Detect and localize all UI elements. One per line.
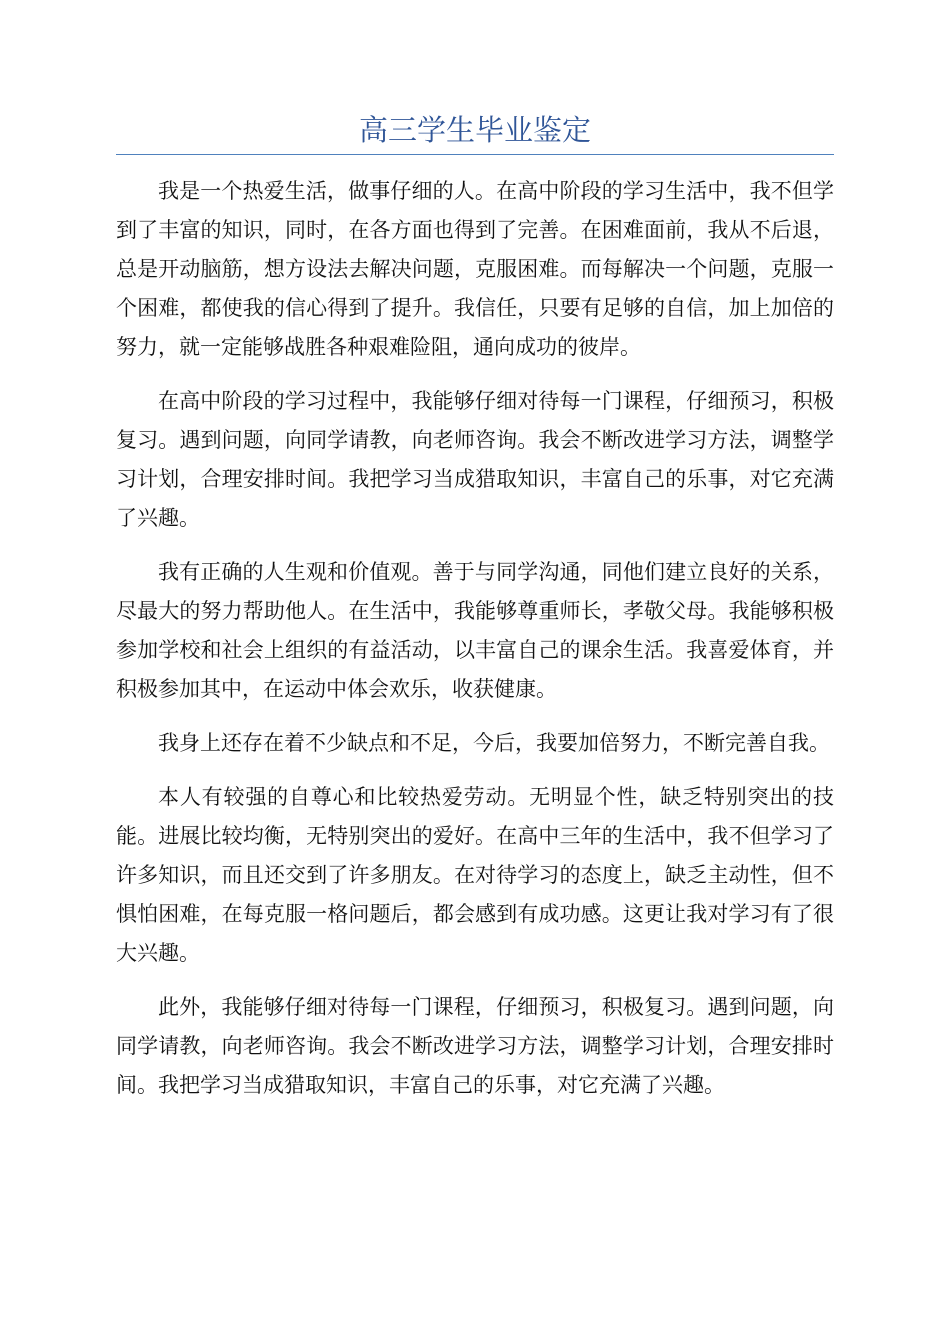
paragraph: 本人有较强的自尊心和比较热爱劳动。无明显个性，缺乏特别突出的技能。进展比较均衡，无特别突出的爱好。在高中三年的生活中，我不但学习了许多知识，而且还交到了许多朋友。在对待学习的态度上，缺乏主动性，但不惧怕困难，在每克服一格问题后，都会感到有成功感。这更让我对学习有了很大兴趣。 (116, 785, 834, 965)
document-body (116, 172, 834, 1120)
paragraph: 我身上还存在着不少缺点和不足，今后，我要加倍努力，不断完善自我。 (158, 731, 830, 755)
title-underline (116, 154, 834, 155)
document-title: 高三学生毕业鉴定 (358, 113, 591, 147)
paragraph: 在高中阶段的学习过程中，我能够仔细对待每一门课程，仔细预习，积极复习。遇到问题，向同学请教，向老师咨询。我会不断改进学习方法，调整学习计划，合理安排时间。我把学习当成猎取知识，丰富自己的乐事，对它充满了兴趣。 (116, 389, 834, 530)
paragraph: 此外，我能够仔细对待每一门课程，仔细预习，积极复习。遇到问题，向同学请教，向老师咨询。我会不断改进学习方法，调整学习计划，合理安排时间。我把学习当成猎取知识，丰富自己的乐事，对它充满了兴趣。 (116, 995, 834, 1097)
paragraph: 我有正确的人生观和价值观。善于与同学沟通，同他们建立良好的关系，尽最大的努力帮助他人。在生活中，我能够尊重师长，孝敬父母。我能够积极参加学校和社会上组织的有益活动，以丰富自己的课余生活。我喜爱体育，并积极参加其中，在运动中体会欢乐，收获健康。 (116, 560, 834, 701)
paragraph: 我是一个热爱生活，做事仔细的人。在高中阶段的学习生活中，我不但学到了丰富的知识，同时，在各方面也得到了完善。在困难面前，我从不后退，总是开动脑筋，想方设法去解决问题，克服困难。而每解决一个问题，克服一个困难，都使我的信心得到了提升。我信任，只要有足够的自信，加上加倍的努力，就一定能够战胜各种艰难险阻，通向成功的彼岸。 (116, 179, 834, 359)
